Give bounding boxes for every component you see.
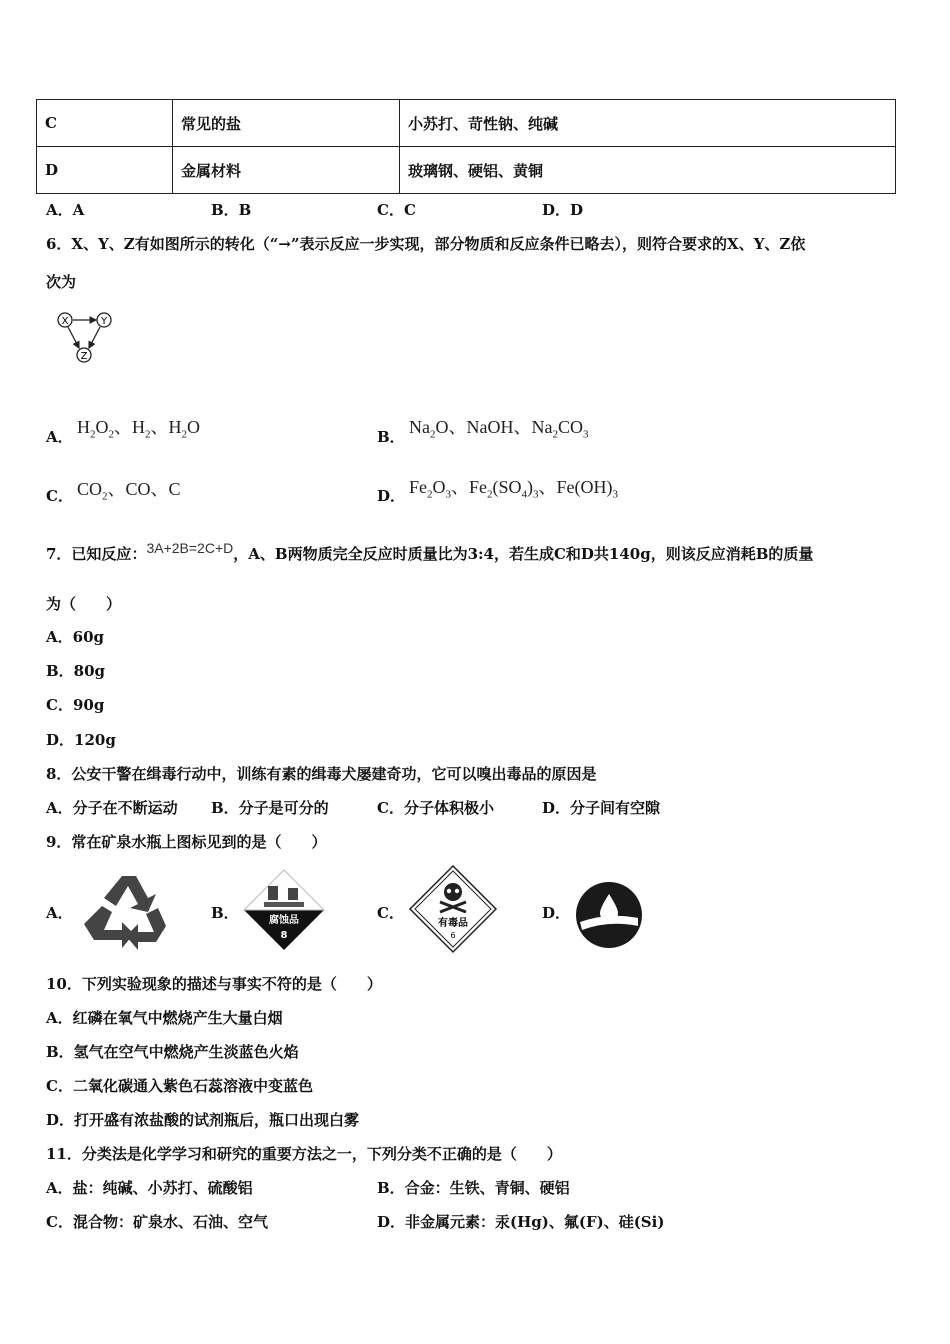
- q5-option-c: C．C: [377, 201, 416, 219]
- q7-stem-line2: 为（ ）: [46, 595, 122, 613]
- q11-stem: 11．分类法是化学学习和研究的重要方法之一，下列分类不正确的是（ ）: [46, 1145, 562, 1163]
- q9-label-b: B．: [211, 904, 239, 922]
- q11-option-a: A．盐：纯碱、小苏打、硫酸铝: [46, 1179, 253, 1197]
- q9-label-c: C．: [377, 904, 404, 922]
- water-saving-icon: [574, 880, 644, 950]
- q11-option-c: C．混合物：矿泉水、石油、空气: [46, 1213, 268, 1231]
- q6-stem-line2: 次为: [46, 273, 77, 291]
- q6-label-c: C．: [46, 487, 73, 505]
- q5-option-d: D．D: [542, 201, 584, 219]
- q7-stem: 7．已知反应：3A+2B=2C+D，A、B两物质完全反应时质量比为3:4，若生成C和D共140g，则该反应消耗B的质量: [46, 540, 814, 563]
- table-cell: 金属材料: [173, 147, 400, 194]
- q7-option-b: B．80g: [46, 662, 106, 680]
- q9-stem: 9．常在矿泉水瓶上图标见到的是（ ）: [46, 833, 327, 851]
- q11-option-b: B．合金：生铁、青铜、硬铝: [377, 1179, 570, 1197]
- node-y: Y: [100, 316, 108, 327]
- q5-option-b: B．B: [211, 201, 252, 219]
- q10-stem: 10．下列实验现象的描述与事实不符的是（ ）: [46, 975, 382, 993]
- table-row: [37, 147, 896, 194]
- recycle-icon: [76, 872, 168, 952]
- node-x: X: [61, 316, 69, 327]
- q10-option-b: B．氢气在空气中燃烧产生淡蓝色火焰: [46, 1043, 299, 1061]
- corrosive-hazard-icon: [242, 868, 326, 952]
- q7-option-c: C．90g: [46, 696, 105, 714]
- q11-option-d: D．非金属元素：汞(Hg)、氟(F)、硅(Si): [377, 1213, 665, 1231]
- toxic-number: 6: [450, 931, 456, 940]
- node-z: Z: [80, 351, 88, 362]
- table-cell: 常见的盐: [173, 100, 400, 147]
- q6-label-b: B．: [377, 428, 405, 446]
- q7-option-a: A．60g: [46, 628, 105, 646]
- q7-option-d: D．120g: [46, 731, 116, 749]
- q10-option-c: C．二氧化碳通入紫色石蕊溶液中变蓝色: [46, 1077, 313, 1095]
- q9-label-d: D．: [542, 904, 571, 922]
- corrosive-number: 8: [280, 930, 288, 941]
- corrosive-label: 腐蚀品: [269, 915, 299, 926]
- table-cell: C: [37, 100, 173, 147]
- table-row: [37, 100, 896, 147]
- q8-option-a: A．分子在不断运动: [46, 799, 178, 817]
- toxic-label: 有毒品: [438, 918, 468, 929]
- table-cell: 玻璃钢、硬铝、黄铜: [400, 147, 896, 194]
- q8-option-b: B．分子是可分的: [211, 799, 329, 817]
- q6-label-a: A．: [46, 428, 73, 446]
- q6-option-c-formula: $CO_2$、CO、C: [77, 479, 181, 503]
- q10-option-a: A．红磷在氧气中燃烧产生大量白烟: [46, 1009, 283, 1027]
- table-cell: 小苏打、苛性钠、纯碱: [400, 100, 896, 147]
- table-cell: D: [37, 147, 173, 194]
- q6-label-d: D．: [377, 487, 406, 505]
- q6-option-a-formula: $H_2O_2$、$H_2$、$H_2O$: [77, 417, 200, 441]
- classification-table: [36, 99, 896, 194]
- q8-option-d: D．分子间有空隙: [542, 799, 661, 817]
- q6-option-d-formula: $Fe_2O_3$、$Fe_2(SO_4)_3$、$Fe(OH)_3$: [409, 477, 619, 501]
- q9-label-a: A．: [46, 904, 73, 922]
- q8-stem: 8．公安干警在缉毒行动中，训练有素的缉毒犬屡建奇功，它可以嗅出毒品的原因是: [46, 765, 597, 783]
- q6-option-b-formula: $Na_2O$、NaOH、$Na_2CO_3$: [409, 417, 589, 441]
- q5-option-a: A．A: [46, 201, 85, 219]
- q6-stem: 6．X、Y、Z有如图所示的转化（“→”表示反应一步实现，部分物质和反应条件已略去），则符合要求的X、Y、Z依: [46, 235, 806, 253]
- q7-equation: 3A+2B=2C+D: [146, 540, 234, 556]
- toxic-hazard-icon: [408, 864, 498, 954]
- q10-option-d: D．打开盛有浓盐酸的试剂瓶后，瓶口出现白雾: [46, 1111, 360, 1129]
- q8-option-c: C．分子体积极小: [377, 799, 494, 817]
- xyz-conversion-diagram: [54, 308, 116, 366]
